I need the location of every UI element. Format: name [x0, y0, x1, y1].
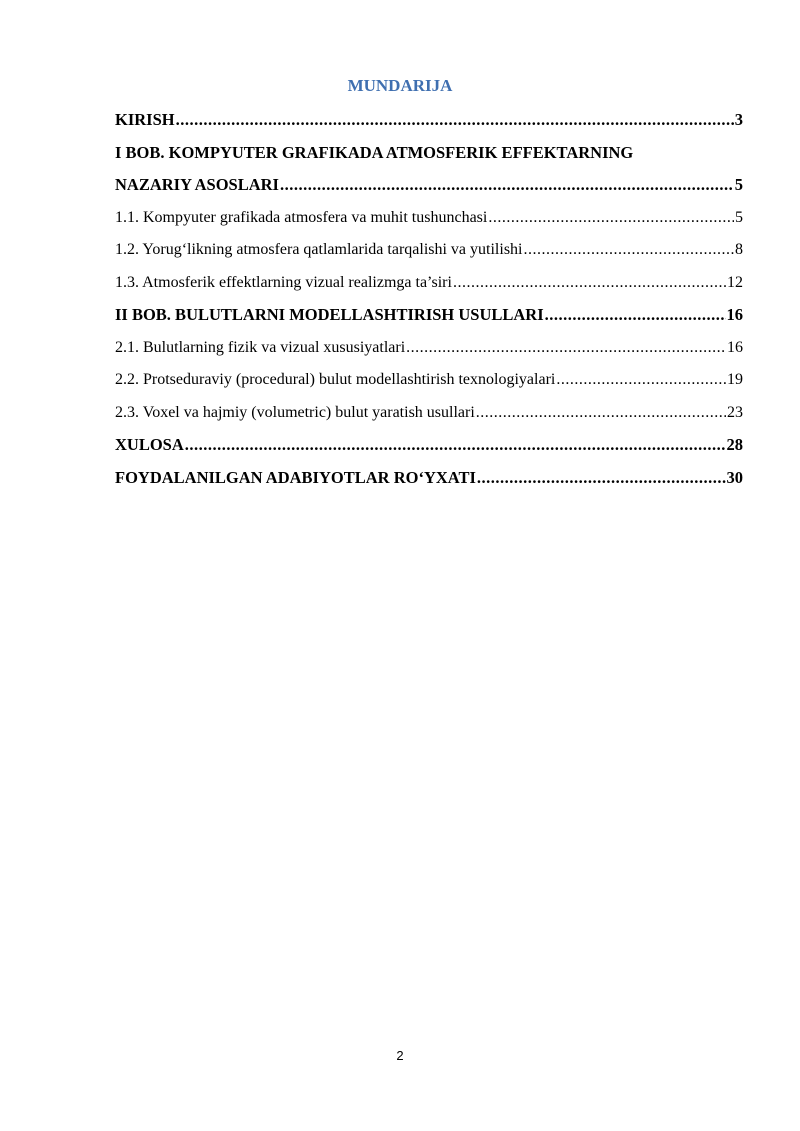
- toc-entry-label-line1: I BOB. KOMPYUTER GRAFIKADA ATMOSFERIK EFFEKTARNING: [115, 142, 634, 162]
- toc-entry-kirish[interactable]: [115, 106, 743, 139]
- toc-entry-2-2[interactable]: [115, 366, 743, 399]
- toc-entry-label: II BOB. BULUTLARNI MODELLASHTIRISH USULLARI: [115, 305, 544, 324]
- toc-dot-leader: [523, 236, 734, 264]
- toc-entry-label: XULOSA: [115, 435, 184, 454]
- toc-entry-chapter-1[interactable]: [115, 139, 743, 204]
- toc-entry-label: 1.2. Yorug‘likning atmosfera qatlamlarida tarqalishi va yutilishi: [115, 241, 523, 258]
- toc-entry-page: 12: [727, 273, 743, 291]
- toc-entry-label: 2.1. Bulutlarning fizik va vizual xususiyatlari: [115, 338, 406, 356]
- toc-dot-leader: [185, 431, 726, 459]
- page-number: 2: [396, 1048, 404, 1063]
- toc-entry-page: 28: [726, 435, 743, 454]
- toc-entry-label: NAZARIY ASOSLARI: [115, 175, 279, 194]
- toc-entry-page: 30: [726, 467, 743, 487]
- toc-title: MUNDARIJA: [347, 76, 453, 95]
- toc-entry-label: 2.3. Voxel va hajmiy (volumetric) bulut yaratish usullari: [115, 403, 475, 421]
- toc-dot-leader: [556, 366, 726, 394]
- toc-entry-label: 1.3. Atmosferik effektlarning vizual realizmga ta’siri: [115, 273, 452, 291]
- toc-dot-leader: [453, 269, 726, 297]
- toc-dot-leader: [176, 106, 734, 134]
- toc-dot-leader: [476, 399, 726, 427]
- toc-entry-label: FOYDALANILGAN ADABIYOTLAR RO‘YXATI: [115, 467, 476, 487]
- toc-dot-leader: [545, 301, 726, 329]
- toc-entry-2-1[interactable]: [115, 334, 743, 367]
- toc-entry-page: 23: [727, 403, 743, 421]
- table-of-contents: [115, 106, 743, 496]
- toc-entry-label: 2.2. Protseduraviy (procedural) bulut modellashtirish texnologiyalari: [115, 371, 556, 388]
- toc-entry-page: 16: [727, 338, 743, 356]
- toc-entry-2-3[interactable]: [115, 399, 743, 432]
- toc-entry-page: 5: [735, 208, 743, 226]
- toc-dot-leader: [488, 204, 734, 232]
- toc-entry-page: 8: [735, 241, 743, 258]
- toc-entry-label: 1.1. Kompyuter grafikada atmosfera va muhit tushunchasi: [115, 208, 488, 226]
- toc-dot-leader: [280, 171, 734, 199]
- toc-entry-chapter-2[interactable]: [115, 301, 743, 334]
- toc-entry-1-3[interactable]: [115, 269, 743, 302]
- toc-entry-page: 3: [734, 110, 743, 129]
- toc-dot-leader: [406, 334, 726, 362]
- toc-entry-page: 5: [734, 175, 743, 194]
- toc-entry-page: 16: [726, 305, 743, 324]
- toc-entry-bibliography[interactable]: [115, 464, 743, 497]
- toc-entry-1-1[interactable]: [115, 204, 743, 237]
- toc-entry-1-2[interactable]: [115, 236, 743, 269]
- toc-entry-page: 19: [727, 371, 743, 388]
- toc-dot-leader: [477, 464, 726, 492]
- toc-entry-xulosa[interactable]: [115, 431, 743, 464]
- toc-entry-label: KIRISH: [115, 110, 175, 129]
